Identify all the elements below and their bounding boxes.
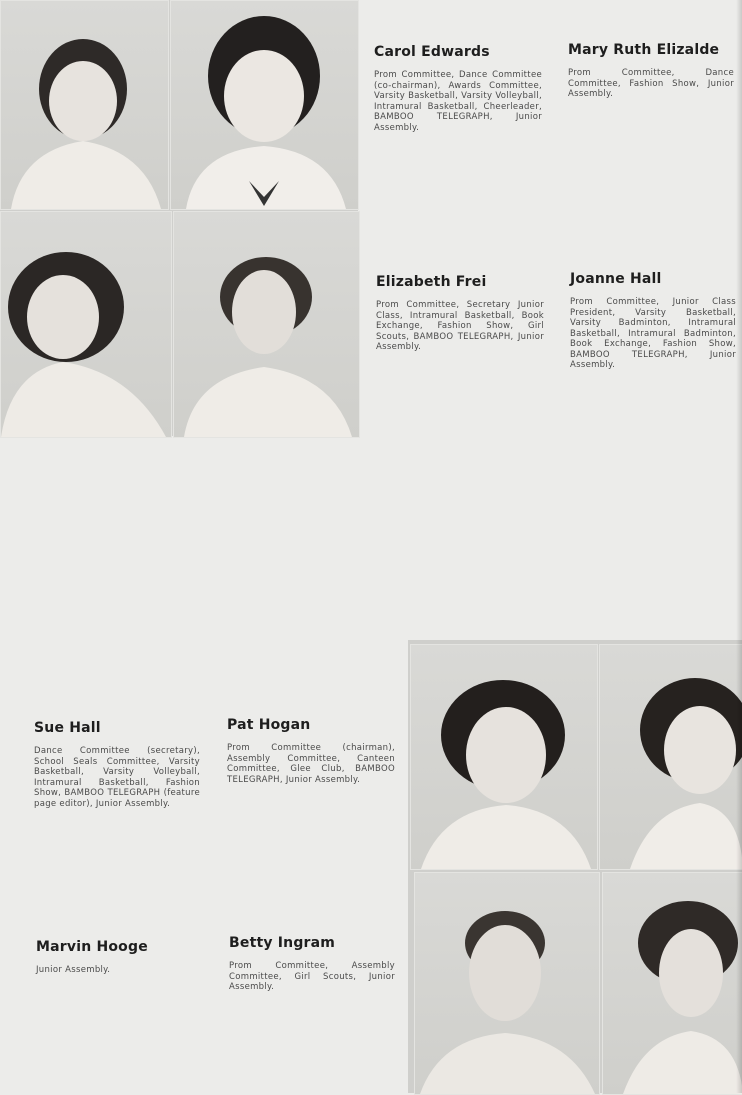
student-name: Elizabeth Frei <box>376 274 487 290</box>
portrait-sue-hall <box>410 644 598 870</box>
student-activities: Prom Committee, Dance Committee, Fashion Show, Junior Assembly. <box>568 68 734 99</box>
student-name: Betty Ingram <box>229 935 336 951</box>
student-name: Pat Hogan <box>227 717 311 733</box>
student-name: Carol Edwards <box>374 44 490 60</box>
page-edge-shadow <box>736 0 742 1093</box>
student-entry <box>34 720 200 809</box>
student-name: Sue Hall <box>34 720 101 736</box>
portrait-joanne-hall <box>173 211 360 438</box>
student-activities: Prom Committee (chairman), Assembly Committee, Canteen Committee, Glee Club, BAMBOO TELEGRAPH, Junior Assembly. <box>227 743 395 785</box>
student-entry <box>229 935 395 993</box>
portrait-mary-ruth-elizalde <box>170 0 359 210</box>
student-activities: Prom Committee, Dance Committee (co-chairman), Awards Committee, Varsity Basketball, Varsity Volleyball, Intramural Basketball, Cheerleader, BAMBOO TELEGRAPH, Junior Assembly. <box>374 70 542 133</box>
bottom-photo-block <box>408 640 742 1093</box>
student-activities: Prom Committee, Junior Class President, Varsity Basketball, Varsity Badminton, Intramural Basketball, Intramural Badminton, Book Exchange, Fashion Show, BAMBOO TELEGRAPH, Junior Assembly. <box>570 297 736 370</box>
student-entry <box>570 271 736 371</box>
portrait-elizabeth-frei <box>0 211 172 438</box>
student-activities: Prom Committee, Assembly Committee, Girl Scouts, Junior Assembly. <box>229 961 395 992</box>
student-name: Marvin Hooge <box>36 939 148 955</box>
student-activities: Prom Committee, Secretary Junior Class, Intramural Basketball, Book Exchange, Fashion Show, Girl Scouts, BAMBOO TELEGRAPH, Junior Assembly. <box>376 300 544 352</box>
student-entry <box>227 717 395 785</box>
student-entry <box>374 44 542 133</box>
portrait-carol-edwards <box>0 0 169 210</box>
student-name: Mary Ruth Elizalde <box>568 42 720 58</box>
portrait-marvin-hooge <box>414 872 600 1095</box>
portrait-pat-hogan <box>599 644 742 870</box>
student-name: Joanne Hall <box>570 271 662 287</box>
student-entry <box>376 274 544 353</box>
student-activities: Junior Assembly. <box>36 965 111 975</box>
student-entry <box>36 939 196 976</box>
student-activities: Dance Committee (secretary), School Seals Committee, Varsity Basketball, Varsity Volleyball, Intramural Basketball, Fashion Show, BAMBOO TELEGRAPH (feature page editor), Junior Assembly. <box>34 746 200 809</box>
student-entry <box>568 42 734 100</box>
top-photo-block <box>0 0 358 436</box>
portrait-betty-ingram <box>602 872 742 1095</box>
